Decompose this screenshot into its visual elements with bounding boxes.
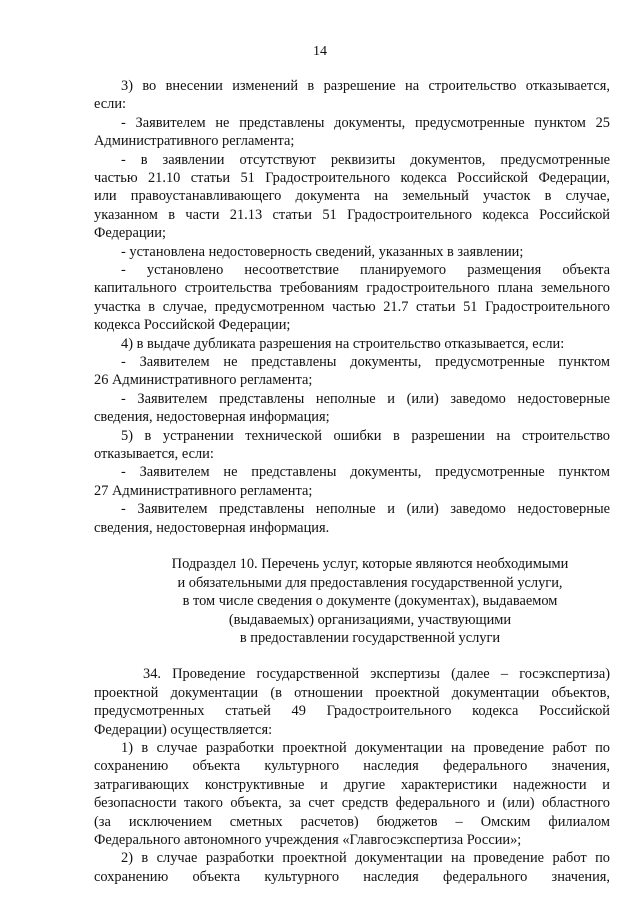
text-line: 5) в устранении технической ошибки в разрешении на строительство — [121, 428, 610, 444]
text-line: Федерального автономного учреждения «Главгосэкспертиза России»; — [94, 832, 522, 848]
text-line: 2) в случае разработки проектной документации на проведение работ по — [121, 850, 610, 866]
text-line: отказывается, если: — [94, 446, 214, 462]
text-line: - установлено несоответствие планируемого размещения объекта — [121, 262, 610, 278]
text-line: или правоустанавливающего документа на земельный участок в случае, — [94, 188, 610, 204]
section-heading-line: в том числе сведения о документе (документах), выдаваемом — [182, 593, 558, 609]
text-line: - Заявителем не представлены документы, предусмотренные пунктом 25 — [121, 115, 610, 131]
text-line: если: — [94, 96, 127, 112]
text-line: 4) в выдаче дубликата разрешения на строительство отказывается, если: — [121, 336, 565, 352]
text-line: - Заявителем не представлены документы, предусмотренные пунктом — [121, 354, 610, 370]
text-line: - Заявителем представлены неполные и (или) заведомо недостоверные — [121, 391, 610, 407]
text-line: Федерации) осуществляется: — [94, 722, 273, 738]
text-line: затрагивающих конструктивные и другие характеристики надежности и — [94, 777, 610, 793]
text-line: (за исключением сметных расчетов) бюджетов – Омским филиалом — [94, 814, 610, 830]
section-heading-line: и обязательными для предоставления государственной услуги, — [177, 575, 563, 591]
text-line: Федерации; — [94, 225, 166, 241]
text-line: сохранению объекта культурного наследия федерального значения, — [94, 869, 610, 885]
text-line: Административного регламента; — [94, 133, 295, 149]
text-line: сведения, недостоверная информация; — [94, 409, 330, 425]
section-heading-line: в предоставлении государственной услуги — [239, 630, 501, 646]
text-line: кодекса Российской Федерации; — [94, 317, 291, 333]
text-line: 27 Административного регламента; — [94, 483, 313, 499]
text-line: - Заявителем представлены неполные и (или) заведомо недостоверные — [121, 501, 610, 517]
text-line: частью 21.10 статьи 51 Градостроительного кодекса Российской Федерации, — [94, 170, 610, 186]
text-line: проектной документации (в отношении проектной документации объектов, — [94, 685, 610, 701]
text-line: - в заявлении отсутствуют реквизиты документов, предусмотренные — [121, 152, 610, 168]
text-line: - Заявителем не представлены документы, предусмотренные пунктом — [121, 464, 610, 480]
section-heading-line: (выдаваемых) организациями, участвующими — [228, 612, 512, 628]
text-line: предусмотренных статьей 49 Градостроительного кодекса Российской — [94, 703, 610, 719]
text-line: сохранению объекта культурного наследия федерального значения, — [94, 758, 610, 774]
text-line: 26 Административного регламента; — [94, 372, 313, 388]
section-heading-line: Подраздел 10. Перечень услуг, которые являются необходимыми — [171, 556, 569, 572]
page-number: 14 — [313, 44, 327, 59]
text-line: сведения, недостоверная информация. — [94, 520, 330, 536]
text-line: 3) во внесении изменений в разрешение на строительство отказывается, — [121, 78, 610, 94]
text-line: 34. Проведение государственной экспертизы (далее – госэкспертиза) — [143, 666, 610, 682]
text-line: безопасности такого объекта, за счет средств федерального и (или) областного — [94, 795, 610, 811]
text-line: 1) в случае разработки проектной документации на проведение работ по — [121, 740, 610, 756]
text-line: - установлена недостоверность сведений, указанных в заявлении; — [121, 244, 524, 260]
text-line: участка в случае, предусмотренном частью 21.7 статьи 51 Градостроительного — [94, 299, 610, 315]
text-line: капитального строительства требованиям градостроительного плана земельного — [94, 280, 610, 296]
text-line: указанном в части 21.13 статьи 51 Градостроительного кодекса Российской — [94, 207, 610, 223]
